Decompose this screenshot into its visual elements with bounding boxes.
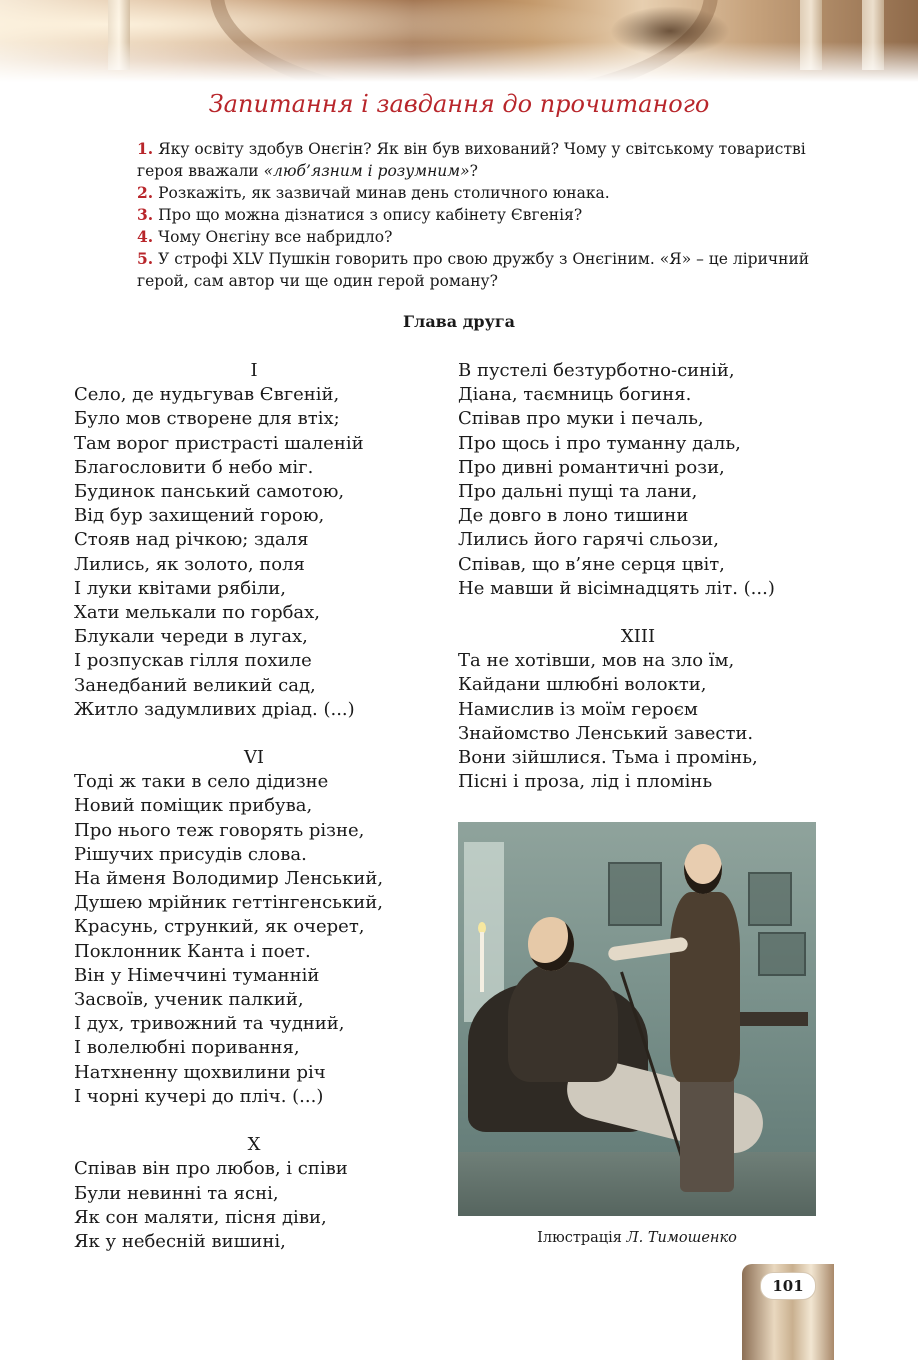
questions-list [137,138,827,292]
poem-line: Красунь, стрункий, як очерет, [74,916,365,938]
poem-line: Стояв над річкою; здаля [74,529,309,551]
poem-line: Новий поміщик прибува, [74,795,313,817]
caption-prefix: Ілюстрація [537,1230,627,1246]
poem-line: Від бур захищений горою, [74,505,325,527]
wall-painting [748,872,792,926]
seated-figure-head [528,917,574,971]
poem-line: Про дальні пущі та лани, [458,481,698,503]
poem-line: Лились його гарячі сльози, [458,529,719,551]
stanza-number: X [247,1134,261,1156]
question-text: Яку освіту здобув Онєгін? Як він був вихований? Чому у світському товаристві героя вважали [137,140,806,180]
question-text: Чому Онєгіну все набридло? [158,228,393,246]
poem-line: Знайомство Ленський завести. [458,722,754,744]
poem-line: Та не хотівши, мов на зло їм, [458,650,735,672]
poem-line: Про щось і про туманну даль, [458,432,741,454]
stanza-number: XIII [620,626,656,648]
poem-line: Благословити б небо міг. [74,456,314,478]
wall-painting [758,932,806,976]
stanza-lines [74,383,434,722]
poem-line: І дух, тривожний та чудний, [74,1013,345,1035]
poem-line: Намислив із моїм героєм [458,698,698,720]
poem-line: Було мов створене для втіх; [74,408,340,430]
stanza-lines [458,359,818,601]
column-decoration [108,0,130,70]
stanza-lines [74,770,434,1109]
standing-figure-legs [680,1072,734,1192]
question-number: 1. [137,139,154,158]
poem-line: Рішучих присудів слова. [74,843,307,865]
standing-figure-head [684,844,722,894]
question-item [137,226,827,248]
question-quote: «люб’язним і розумним» [263,162,470,180]
poem-line: І чорні кучері до пліч. (...) [74,1085,324,1107]
question-text: ? [469,162,478,180]
header-banner [0,0,918,82]
poem-line: Були невинні та ясні, [74,1182,279,1204]
poem-line: Кайдани шлюбні волокти, [458,674,707,696]
stanza-number: I [250,360,258,381]
chapter-title: Глава друга [402,312,515,331]
question-item [137,182,827,204]
question-number: 4. [137,227,154,246]
stanza-lines [74,1157,434,1254]
stanza-lines [458,649,818,794]
questions-title: Запитання і завдання до прочитаного [208,90,710,118]
poem-line: Будинок панський самотою, [74,481,345,503]
question-text: Про що можна дізнатися з опису кабінету Євгенія? [158,206,583,224]
poem-line: Поклонник Канта і поет. [74,940,311,962]
illustration-image [458,822,816,1216]
poem-line: Як сон маляти, пісня діви, [74,1206,327,1228]
poem-line: Лились, як золото, поля [74,553,305,575]
sculpture-decoration [610,6,730,56]
column-decoration [862,0,884,70]
poem-line: Діана, таємниць богиня. [458,384,692,406]
question-number: 5. [137,249,154,268]
poem-line: Вони зійшлися. Тьма і промінь, [458,747,758,769]
seated-figure [508,962,618,1082]
poem-line: Про нього теж говорять різне, [74,819,365,841]
column-decoration [800,0,822,70]
poem-line: І волелюбні поривання, [74,1037,300,1059]
poem-line: І розпускав гілля похиле [74,650,312,672]
poem-line: Співав він про любов, і співи [74,1158,348,1180]
poem-line: Житло задумливих дріад. (...) [74,698,355,720]
page-number: 101 [760,1272,816,1300]
question-text: У строфі XLV Пушкін говорить про свою дружбу з Онєгіним. «Я» – це ліричний герой, сам автор чи ще один герой роману? [137,250,810,290]
question-text: Розкажіть, як зазвичай минав день столичного юнака. [158,184,610,202]
poem-line: Співав, що в’яне серця цвіт, [458,553,725,575]
poem-line: Як у небесній вишині, [74,1230,286,1252]
poem-line: Блукали череди в лугах, [74,626,308,648]
illustration-caption [458,1230,816,1246]
poem-column-right [458,359,818,794]
question-item [137,204,827,226]
stanza-number: VI [243,747,265,769]
poem-line: І луки квітами рябіли, [74,577,287,599]
poem-line: В пустелі безтурботно-синій, [458,360,735,381]
poem-line: Тоді ж таки в село дідизне [74,771,329,793]
question-item [137,248,827,292]
question-item [137,138,827,182]
poem-line: Не мавши й вісімнадцять літ. (...) [458,577,775,599]
poem-line: Занедбаний великий сад, [74,674,316,696]
poem-line: Пісні і проза, лід і пломінь [458,771,713,793]
poem-line: Хати мелькали по горбах, [74,602,321,624]
poem-line: Засвоїв, ученик палкий, [74,989,304,1011]
poem-line: На йменя Володимир Ленський, [74,868,384,890]
poem-line: Натхненну щохвилини річ [74,1061,326,1083]
question-number: 2. [137,183,154,202]
poem-line: Село, де нудьгував Євгеній, [74,384,340,406]
standing-figure [670,892,740,1082]
poem-line: Співав про муки і печаль, [458,408,704,430]
question-number: 3. [137,205,154,224]
candle-shape [480,932,484,992]
caption-author: Л. Тимошенко [626,1230,737,1246]
wall-painting [608,862,662,926]
poem-line: Він у Німеччині туманній [74,964,320,986]
poem-column-left [74,359,434,1254]
poem-line: Душею мрійник геттінгенський, [74,892,383,914]
floor-shape [458,1152,816,1216]
table-shape [728,1012,808,1026]
poem-line: Де довго в лоно тишини [458,505,689,527]
poem-line: Про дивні романтичні рози, [458,456,725,478]
poem-line: Там ворог пристрасті шаленій [74,432,364,454]
